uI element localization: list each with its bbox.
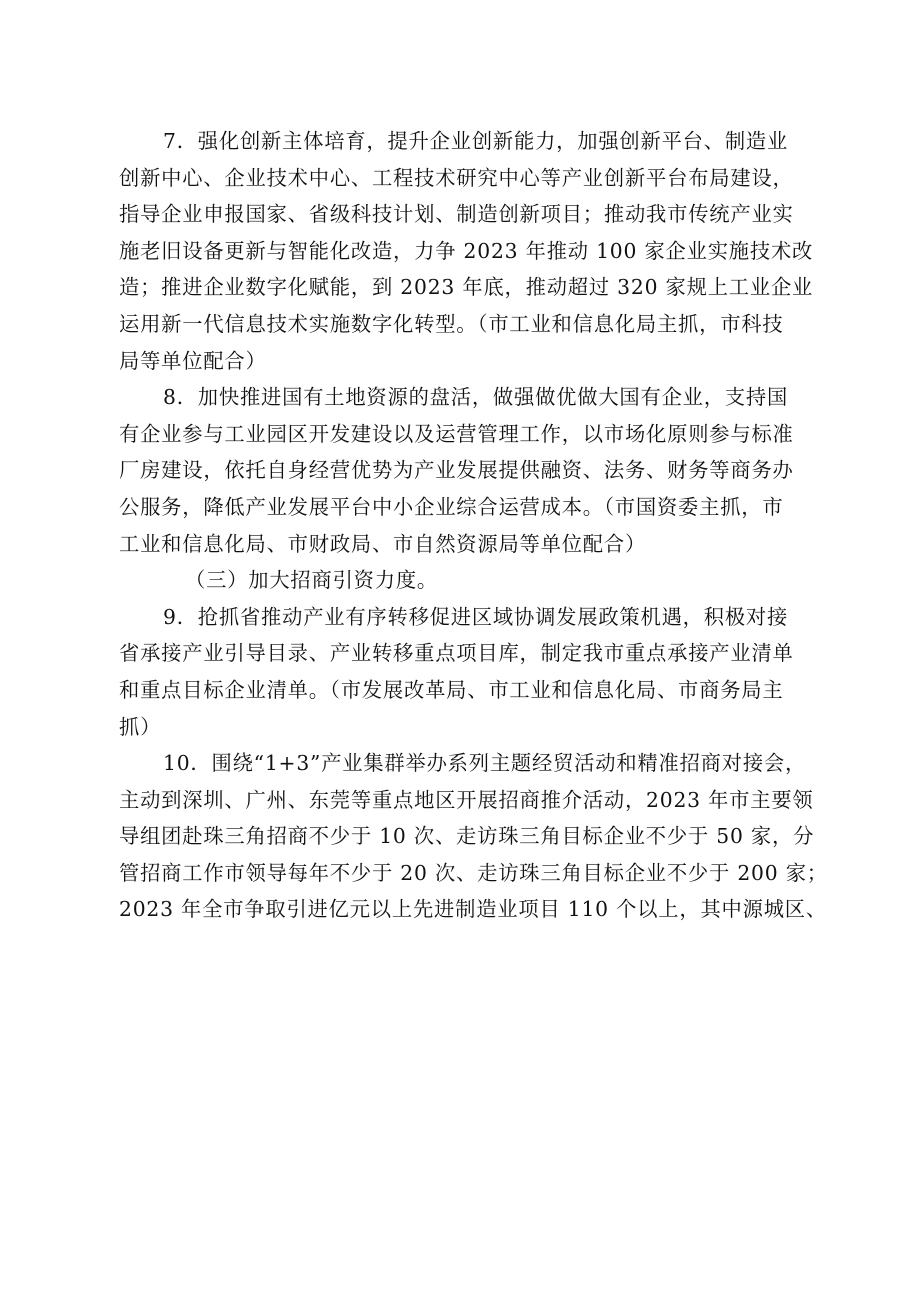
paragraph-item-8 [119, 379, 809, 562]
paragraph-item-9 [119, 599, 809, 745]
document-body [119, 123, 828, 928]
text-line: 管招商工作市领导每年不少于 20 次、走访珠三角目标企业不少于 200 家； [119, 860, 828, 885]
paragraph-item-7 [119, 123, 814, 379]
text-line: 造；推进企业数字化赋能，到 2023 年底，推动超过 320 家规上工业企业 [119, 275, 814, 300]
text-line: 厂房建设，依托自身经营优势为产业发展提供融资、法务、财务等商务办 [119, 458, 794, 483]
text-line: 导组团赴珠三角招商不少于 10 次、走访珠三角目标企业不少于 50 家，分 [119, 824, 815, 849]
text-line: 创新中心、企业技术中心、工程技术研究中心等产业创新平台布局建设， [119, 165, 794, 190]
text-line: 2023 年全市争取引进亿元以上先进制造业项目 110 个以上，其中源城区、 [119, 897, 827, 922]
text-line: 工业和信息化局、市财政局、市自然资源局等单位配合） [119, 531, 647, 556]
text-line: 局等单位配合） [119, 348, 267, 373]
text-line: 指导企业申报国家、省级科技计划、制造创新项目；推动我市传统产业实 [119, 202, 794, 227]
text-line: 10．围绕“1+3”产业集群举办系列主题经贸活动和精准招商对接会， [163, 751, 807, 776]
text-line: 有企业参与工业园区开发建设以及运营管理工作，以市场化原则参与标准 [119, 421, 794, 446]
text-line: 8．加快推进国有土地资源的盘活，做强做优做大国有企业，支持国 [163, 385, 789, 410]
text-line: 和重点目标企业清单。（市发展改革局、市工业和信息化局、市商务局主 [119, 677, 784, 702]
text-line: 施老旧设备更新与智能化改造，力争 2023 年推动 100 家企业实施技术改 [119, 238, 814, 263]
text-line: 公服务，降低产业发展平台中小企业综合运营成本。（市国资委主抓，市 [119, 494, 784, 519]
section-heading [119, 562, 809, 599]
text-line: 主动到深圳、广州、东莞等重点地区开展招商推介活动，2023 年市主要领 [119, 787, 814, 812]
text-line: 抓） [119, 714, 162, 739]
section-heading-text: （三）加大招商引资力度。 [185, 568, 438, 593]
paragraph-item-10 [119, 745, 828, 928]
text-line: 7．强化创新主体培育，提升企业创新能力，加强创新平台、制造业 [163, 129, 789, 153]
text-line: 省承接产业引导目录、产业转移重点项目库，制定我市重点承接产业清单 [119, 641, 794, 666]
text-line: 运用新一代信息技术实施数字化转型。（市工业和信息化局主抓，市科技 [119, 311, 784, 336]
text-line: 9．抢抓省推动产业有序转移促进区域协调发展政策机遇，积极对接 [163, 604, 789, 629]
